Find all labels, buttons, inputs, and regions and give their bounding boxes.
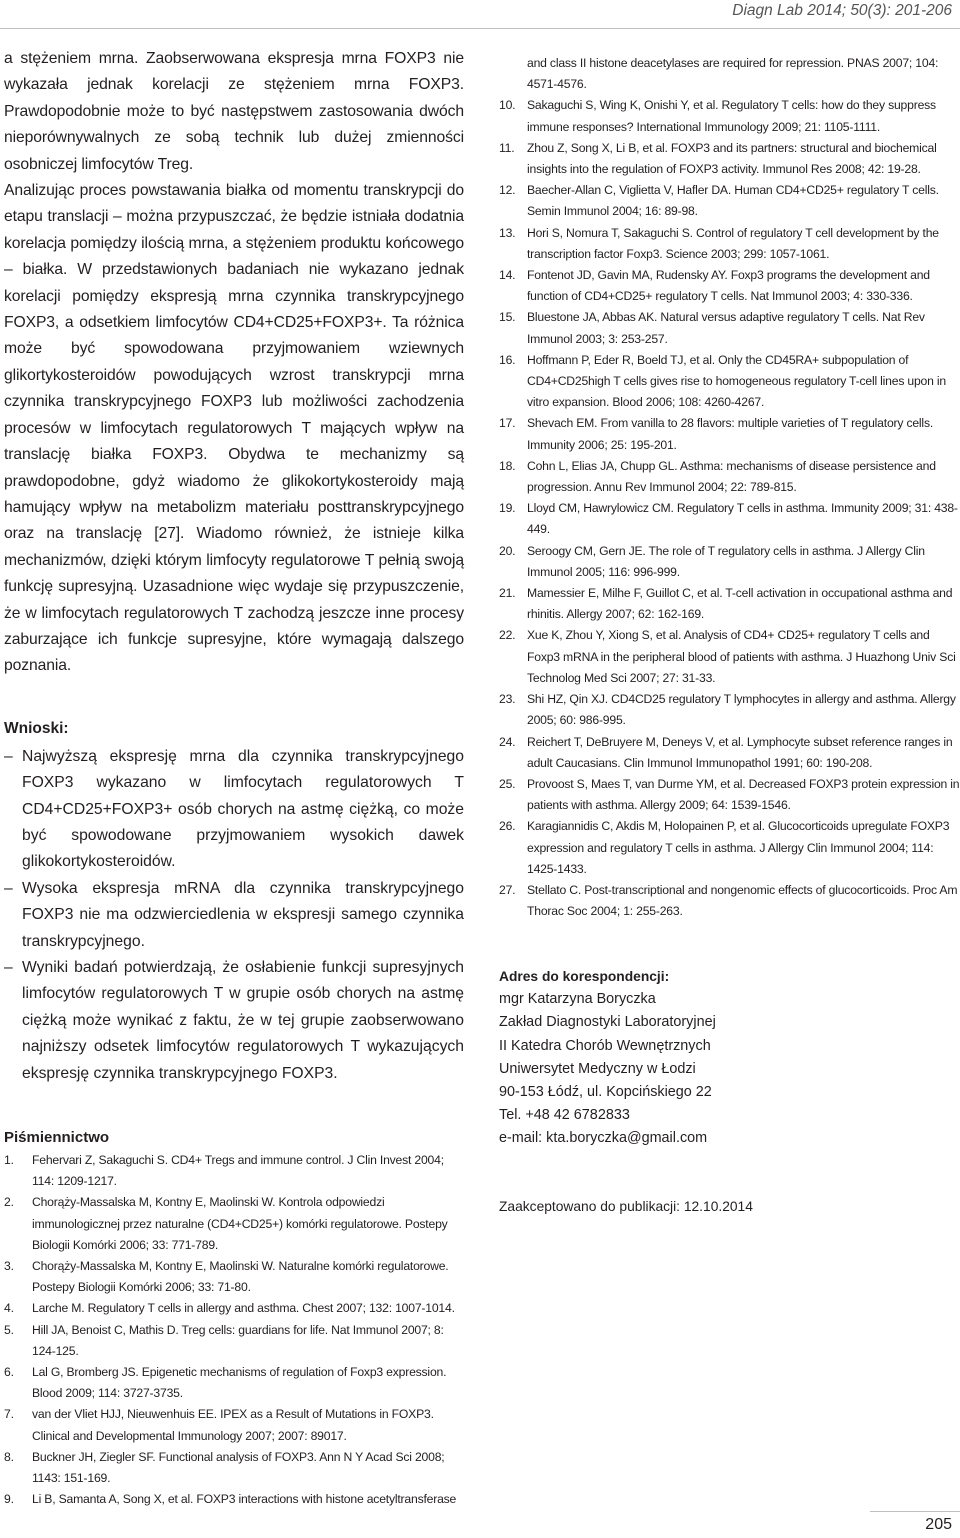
address-line: mgr Katarzyna Boryczka: [499, 991, 656, 1008]
conclusions-heading: Wnioski:: [4, 719, 69, 737]
body-paragraph-1: a stężeniem mrna. Zaobserwowana ekspresja mrna FOXP3 nie wykazała jednak korelacji ze stężeniem mrna FOXP3. Prawdopodobnie może to być następstwem zastosowania dwóch nieporównywalnych ze sobą technik lub dużej zmienności osobniczej limfocytów Treg.: [4, 50, 464, 173]
reference-item: 13. Hori S, Nomura T, Sakaguchi S. Control of regulatory T cell development by the transcription factor Foxp3. Science 2003; 299: 1057-1061.: [499, 225, 939, 261]
reference-item: 14. Fontenot JD, Gavin MA, Rudensky AY. Foxp3 programs the development and function of CD4+CD25+ regulatory T cells. Nat Immunol 2003; 4: 330-336.: [499, 268, 930, 304]
reference-item: 4. Larche M. Regulatory T cells in allergy and asthma. Chest 2007; 132: 1007-1014.: [4, 1301, 455, 1316]
conclusion-item: – Wyniki badań potwierdzają, że osłabienie funkcji supresyjnych limfocytów regulatorowych T w grupie osób chorych na astmę ciężką może wynikać z faktu, że w tej grupie zaobserwowano najniższy odsetek limfocytów regulatorowych T wykazujących ekspresję czynnika transkrypcyjnego FOXP3.: [4, 959, 464, 1082]
reference-item: 1. Fehervari Z, Sakaguchi S. CD4+ Tregs and immune control. J Clin Invest 2004; 114: 1209-1217.: [4, 1153, 444, 1189]
email-address: e-mail: kta.boryczka@gmail.com: [499, 1129, 708, 1146]
references-list-right: [499, 53, 960, 922]
conclusion-item: – Najwyższą ekspresję mrna dla czynnika transkrypcyjnego FOXP3 wykazano w limfocytach regulatorowych T CD4+CD25+FOXP3+ osób chorych na astmę ciężką, co może być spowodowane przyjmowaniem wysokich dawek glikokortykosteroidów.: [4, 747, 464, 871]
page-number: 205: [925, 1516, 952, 1533]
address-line: Uniwersytet Medyczny w Łodzi: [499, 1060, 696, 1077]
reference-item: 22. Xue K, Zhou Y, Xiong S, et al. Analysis of CD4+ CD25+ regulatory T cells and Foxp3 mRNA in the peripheral blood of patients with asthma. J Huazhong Univ Sci Technolog Med Sci 2007; 27: 31-33.: [499, 628, 956, 685]
reference-item: 19. Lloyd CM, Hawrylowicz CM. Regulatory T cells in asthma. Immunity 2009; 31: 438-449.: [499, 501, 958, 537]
right-column: [499, 53, 960, 1218]
references-heading: Piśmiennictwo: [4, 1129, 110, 1147]
reference-item: 27. Stellato C. Post-transcriptional and nongenomic effects of glucocorticoids. Proc Am Thorac Soc 2004; 1: 255-263.: [499, 882, 958, 919]
reference-item: 16. Hoffmann P, Eder R, Boeld TJ, et al. Only the CD45RA+ subpopulation of CD4+CD25high T cells gives rise to homogeneous regulatory T-cell lines upon in vitro expansion. Blood 2006; 108: 4260-4267.: [499, 352, 946, 410]
reference-item: 8. Buckner JH, Ziegler SF. Functional analysis of FOXP3. Ann N Y Acad Sci 2008; 1143: 151-169.: [4, 1449, 445, 1486]
header-rule: [0, 28, 960, 29]
address-line: Zakład Diagnostyki Laboratoryjnej: [499, 1014, 716, 1031]
correspondence-address: [499, 988, 960, 1150]
reference-item: 24. Reichert T, DeBruyere M, Deneys V, et al. Lymphocyte subset reference ranges in adult Caucasians. Clin Immunol Immunopathol 1991; 60: 190-208.: [499, 734, 953, 770]
reference-item: 6. Lal G, Bromberg JS. Epigenetic mechanisms of regulation of Foxp3 expression. Blood 2009; 114: 3727-3735.: [4, 1365, 447, 1401]
reference-item: 11. Zhou Z, Song X, Li B, et al. FOXP3 and its partners: structural and biochemical insights into the regulation of FOXP3 activity. Immunol Res 2008; 42: 19-28.: [499, 140, 937, 177]
reference-item: 15. Bluestone JA, Abbas AK. Natural versus adaptive regulatory T cells. Nat Rev Immunol 2003; 3: 253-257.: [499, 310, 925, 346]
reference-item: 5. Hill JA, Benoist C, Mathis D. Treg cells: guardians for life. Nat Immunol 2007; 8: 124-125.: [4, 1322, 444, 1358]
reference-item: 9. Li B, Samanta A, Song X, et al. FOXP3 interactions with histone acetyltransferase: [4, 1492, 457, 1507]
conclusion-item: – Wysoka ekspresja mRNA dla czynnika transkrypcyjnego FOXP3 nie ma odzwierciedlenia w ekspresji samego czynnika transkrypcyjnego.: [4, 879, 464, 950]
journal-citation: Diagn Lab 2014; 50(3): 201-206: [732, 2, 952, 19]
conclusions-list: [4, 744, 464, 1087]
reference-item: 18. Cohn L, Elias JA, Chupp GL. Asthma: mechanisms of disease persistence and progression. Annu Rev Immunol 2004; 22: 789-815.: [499, 458, 936, 495]
accepted-date: Zaakceptowano do publikacji: 12.10.2014: [499, 1198, 753, 1214]
reference-item: 23. Shi HZ, Qin XJ. CD4CD25 regulatory T lymphocytes in allergy and asthma. Allergy 2005; 60: 986-995.: [499, 692, 956, 728]
address-line: 90-153 Łódź, ul. Kopcińskiego 22: [499, 1083, 712, 1100]
reference-item: 20. Seroogy CM, Gern JE. The role of T regulatory cells in asthma. J Allergy Clin Immunol 2005; 116: 996-999.: [499, 543, 925, 579]
left-column: [4, 46, 464, 1510]
reference-item: 7. van der Vliet HJJ, Nieuwenhuis EE. IPEX as a Result of Mutations in FOXP3. Clinical and Developmental Immunology 2007; 2007: 89017.: [4, 1407, 434, 1443]
footer-rule: [870, 1511, 960, 1512]
reference-item: 12. Baecher-Allan C, Viglietta V, Hafler DA. Human CD4+CD25+ regulatory T cells. Semin Immunol 2004; 16: 89-98.: [499, 183, 939, 219]
body-paragraph-2: Analizując proces powstawania białka od momentu transkrypcji do etapu translacji – można przypuszczać, że będzie istniała dodatnia korelacja pomiędzy ilością mrna, a stężeniem produktu końcowego – białka. W przedstawionych badaniach nie wykazano jednak korelacji pomiędzy ekspresją mrna czynnika transkrypcyjnego FOXP3, a odsetkiem limfocytów CD4+CD25+FOXP3+. Ta różnica może być spowodowana przyjmowaniem wziewnych glikortykosteroidów powodujących wzrost transkrypcji mrna czynnika transkrypcyjnego FOXP3 lub możliwości zachodzenia procesów w limfocytach regulatorowych T mających wpływ na translację białka FOXP3. Obydwa te mechanizmy są prawdopodobne, gdyż wiadomo że glikokortykosteroidy mają hamujący wpływ na metabolizm materiału posttranskrypcyjnego oraz na translację [27]. Wiadomo również, że istnieje kilka mechanizmów, dzięki którym limfocyty regulatorowe T pełnią swoją funkcję supresyjną. Uzasadnione więc wydaje się przypuszczenie, że w limfocytach regulatorowych T zachodzą jeszcze inne procesy zaburzające ich funkcje supresyjne, które wymagają dalszego poznania.: [4, 182, 464, 675]
reference-item: 3. Chorąży-Massalska M, Kontny E, Maolinski W. Naturalne komórki regulatorowe. Postepy Biologii Komórki 2006; 33: 71-80.: [4, 1259, 449, 1295]
address-line: II Katedra Chorób Wewnętrznych: [499, 1037, 711, 1054]
references-list-left: [4, 1150, 464, 1510]
reference-item: 21. Mamessier E, Milhe F, Guillot C, et al. T-cell activation in occupational asthma and rhinitis. Allergy 2007; 62: 162-169.: [499, 586, 953, 622]
reference-continuation: and class II histone deacetylases are required for repression. PNAS 2007; 104: 4571-4576.: [527, 56, 939, 92]
reference-item: 25. Provoost S, Maes T, van Durme YM, et al. Decreased FOXP3 protein expression in patients with asthma. Allergy 2009; 64: 1539-1546.: [499, 776, 960, 813]
correspondence-heading: Adres do korespondencji:: [499, 969, 670, 985]
reference-item: 2. Chorąży-Massalska M, Kontny E, Maolinski W. Kontrola odpowiedzi immunologicznej przez naturalne (CD4+CD25+) komórki regulatorowe. Postepy Biologii Komórki 2006; 33: 771-789.: [4, 1195, 448, 1252]
reference-item: 10. Sakaguchi S, Wing K, Onishi Y, et al. Regulatory T cells: how do they suppress immune responses? International Immunology 2009; 21: 1105-1111.: [499, 98, 936, 134]
address-line: Tel. +48 42 6782833: [499, 1106, 630, 1123]
reference-item: 17. Shevach EM. From vanilla to 28 flavors: multiple varieties of T regulatory cells. Immunity 2006; 25: 195-201.: [499, 416, 934, 452]
reference-item: 26. Karagiannidis C, Akdis M, Holopainen P, et al. Glucocorticoids upregulate FOXP3 expression and regulatory T cells in asthma. J Allergy Clin Immunol 2004; 114: 1425-1433.: [499, 819, 950, 876]
